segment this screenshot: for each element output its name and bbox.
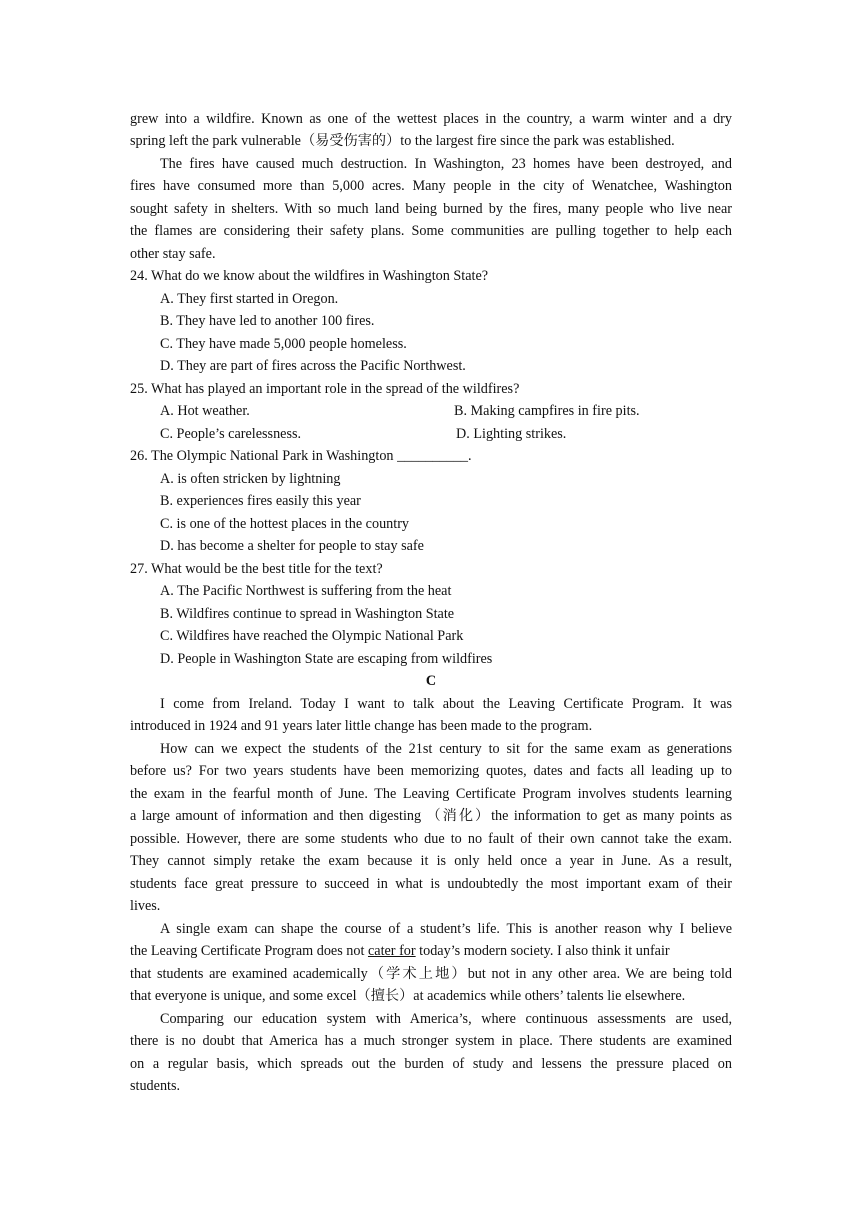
question-26-option-a: A. is often stricken by lightning bbox=[160, 471, 341, 487]
question-26-stem: 26. The Olympic National Park in Washington __________. bbox=[130, 448, 472, 464]
question-25-option-b: B. Making campfires in fire pits. bbox=[454, 403, 640, 419]
question-26-option-d: D. has become a shelter for people to stay safe bbox=[160, 538, 424, 554]
question-24-option-d: D. They are part of fires across the Pacific Northwest. bbox=[160, 358, 466, 374]
passage-c-p3-line-4: that everyone is unique, and some excel（擅长）at academics while others’ talents lie elsewhere. bbox=[130, 988, 686, 1004]
question-25-option-d: D. Lighting strikes. bbox=[456, 426, 567, 442]
passage-c-p4-line-3: on a regular basis, which spreads out the burden of study and lessens the pressure placed on bbox=[130, 1056, 732, 1072]
passage-c-p2-line-1: How can we expect the students of the 21st century to sit for the same exam as generations bbox=[160, 741, 732, 757]
passage-b-p1-line-1: grew into a wildfire. Known as one of the wettest places in the country, a warm winter and a dry bbox=[130, 111, 732, 127]
question-25-option-c: C. People’s carelessness. bbox=[160, 426, 302, 442]
passage-c-p3-line-2-after: today’s modern society. I also think it unfair bbox=[415, 943, 670, 959]
question-24-option-b: B. They have led to another 100 fires. bbox=[160, 313, 375, 329]
passage-c-p3-line-2 bbox=[130, 941, 732, 961]
passage-b-p2-line-3: sought safety in shelters. With so much land being burned by the fires, many people who live near bbox=[130, 201, 732, 217]
question-27-option-c: C. Wildfires have reached the Olympic National Park bbox=[160, 628, 464, 644]
question-26-option-c: C. is one of the hottest places in the country bbox=[160, 516, 410, 532]
passage-c-p3-line-1: A single exam can shape the course of a student’s life. This is another reason why I believe bbox=[160, 921, 732, 937]
passage-c-p2-line-8: lives. bbox=[130, 898, 161, 914]
question-25-row-2 bbox=[160, 424, 732, 444]
passage-c-p1-line-1: I come from Ireland. Today I want to talk about the Leaving Certificate Program. It was bbox=[160, 696, 732, 712]
passage-b-p2-line-1: The fires have caused much destruction. In Washington, 23 homes have been destroyed, and bbox=[160, 156, 732, 172]
passage-c-p2-line-5: possible. However, there are some students who due to no fault of their own cannot take the exam. bbox=[130, 831, 732, 847]
passage-c-p2-line-7: students face great pressure to succeed in what is undoubtedly the most important exam of their bbox=[130, 876, 732, 892]
question-27-option-a: A. The Pacific Northwest is suffering from the heat bbox=[160, 583, 452, 599]
passage-c-p4-line-4: students. bbox=[130, 1078, 181, 1094]
underlined-phrase: cater for bbox=[367, 943, 416, 959]
question-24-stem: 24. What do we know about the wildfires in Washington State? bbox=[130, 268, 489, 284]
question-24-option-a: A. They first started in Oregon. bbox=[160, 291, 339, 307]
passage-c-p2-line-6: They cannot simply retake the exam because it is only held once a year in June. As a result, bbox=[130, 853, 732, 869]
passage-c-p4-line-2: there is no doubt that America has a much stronger system in place. There students are examined bbox=[130, 1033, 732, 1049]
passage-b-p2-line-5: other stay safe. bbox=[130, 246, 216, 262]
question-27-stem: 27. What would be the best title for the text? bbox=[130, 561, 383, 577]
passage-c-p4-line-1: Comparing our education system with America’s, where continuous assessments are used, bbox=[160, 1011, 732, 1027]
question-26-option-b: B. experiences fires easily this year bbox=[160, 493, 361, 509]
question-25-row-1 bbox=[160, 401, 732, 421]
question-27-option-b: B. Wildfires continue to spread in Washington State bbox=[160, 606, 455, 622]
passage-c-heading: C bbox=[425, 673, 437, 689]
passage-c-p3-line-3: that students are examined academically（学术上地）but not in any other area. We are being told bbox=[130, 966, 732, 982]
passage-c-p1-line-2: introduced in 1924 and 91 years later little change has been made to the program. bbox=[130, 718, 593, 734]
question-24-option-c: C. They have made 5,000 people homeless. bbox=[160, 336, 407, 352]
question-25-option-a: A. Hot weather. bbox=[160, 403, 250, 419]
passage-b-p2-line-2: fires have consumed more than 5,000 acres. Many people in the city of Wenatchee, Washington bbox=[130, 178, 732, 194]
question-27-option-d: D. People in Washington State are escaping from wildfires bbox=[160, 651, 493, 667]
passage-c-p3-line-2-before: the Leaving Certificate Program does not bbox=[130, 943, 368, 959]
passage-c-p2-line-3: the exam in the fearful month of June. The Leaving Certificate Program involves students learning bbox=[130, 786, 732, 802]
passage-c-p2-line-2: before us? For two years students have been memorizing quotes, dates and facts all leading up to bbox=[130, 763, 732, 779]
question-25-stem: 25. What has played an important role in the spread of the wildfires? bbox=[130, 381, 520, 397]
passage-c-p2-line-4: a large amount of information and then digesting （消化）the information to get as many points as bbox=[130, 808, 732, 824]
passage-b-p1-line-2: spring left the park vulnerable（易受伤害的）to the largest fire since the park was established. bbox=[130, 133, 675, 149]
passage-b-p2-line-4: the flames are considering their safety plans. Some communities are pulling together to help each bbox=[130, 223, 732, 239]
